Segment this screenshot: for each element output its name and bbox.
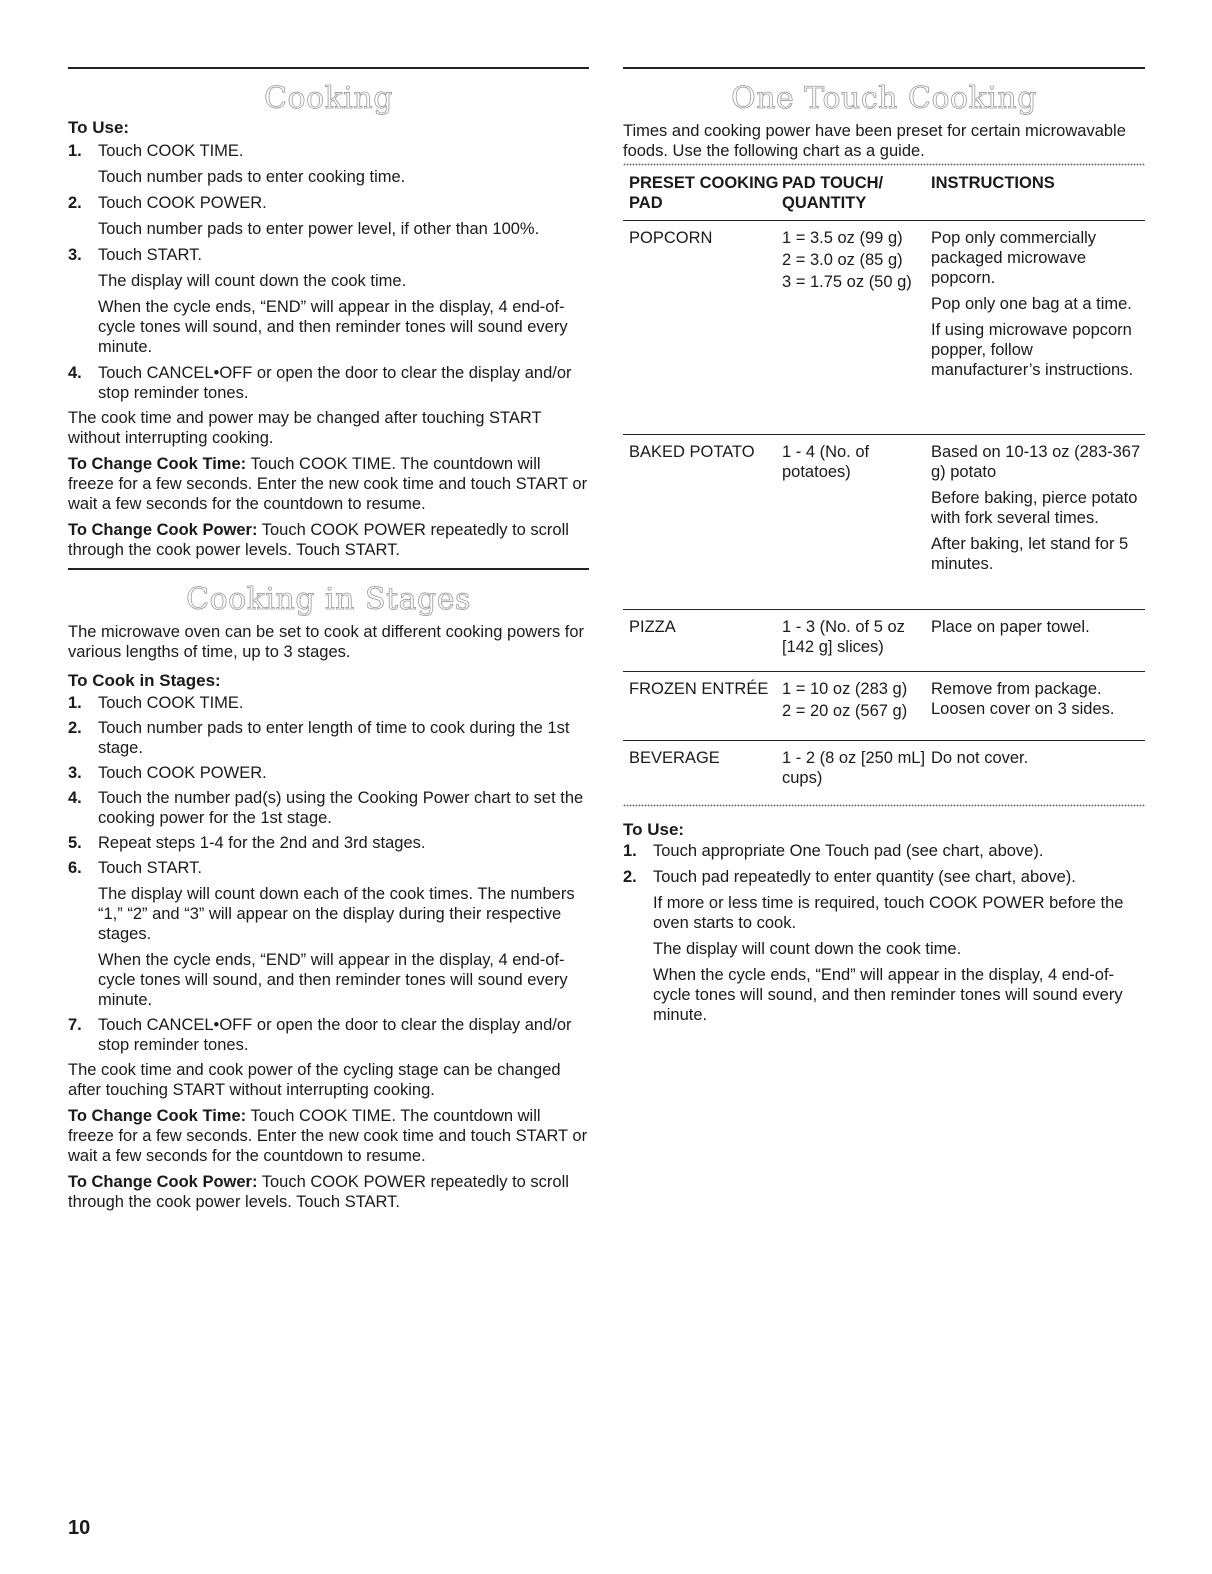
section-divider — [68, 67, 589, 69]
quantity-line: 1 - 3 (No. of 5 oz [142 g] slices) — [782, 618, 905, 656]
table-cell-instructions — [931, 228, 1145, 380]
cooking-to-use-label: To Use: — [68, 118, 130, 137]
step-detail: Touch number pads to enter cooking time. — [98, 168, 406, 186]
stages-note: The cook time and cook power of the cycling stage can be changed after touching START without interrupting cooking. — [68, 1061, 561, 1099]
table-cell-quantity — [782, 442, 932, 482]
one-touch-table — [623, 166, 1145, 804]
stages-change-time — [68, 1106, 589, 1166]
step-line — [68, 858, 589, 878]
table-bottom-border — [623, 804, 1145, 807]
step-line — [68, 141, 589, 161]
step-text: Touch START. — [98, 859, 202, 877]
change-power-label: To Change Cook Power: — [68, 1173, 258, 1191]
list-item — [68, 141, 589, 187]
step-detail: When the cycle ends, “END” will appear in the display, 4 end-of-cycle tones will sound, and then reminder tones will sound every minute. — [98, 298, 568, 356]
table-cell-pad: FROZEN ENTRÉE — [629, 680, 769, 698]
step-line — [68, 763, 589, 783]
quantity-line: 1 = 3.5 oz (99 g) — [782, 229, 903, 247]
cooking-change-time — [68, 454, 589, 514]
table-cell-quantity — [782, 679, 932, 721]
step-text: Touch START. — [98, 246, 202, 264]
instruction-text: After baking, let stand for 5 minutes. — [931, 535, 1129, 573]
cooking-change-power — [68, 520, 589, 560]
table-cell-quantity — [782, 617, 932, 657]
step-text: Touch the number pad(s) using the Cooking Power chart to set the cooking power for the 1st stage. — [98, 789, 584, 827]
instruction-text: Remove from package. Loosen cover on 3 sides. — [931, 680, 1115, 718]
step-number: 4. — [68, 364, 82, 382]
step-text: Touch CANCEL•OFF or open the door to clear the display and/or stop reminder tones. — [98, 1016, 572, 1054]
change-power-label: To Change Cook Power: — [68, 521, 258, 539]
step-number: 1. — [68, 694, 82, 712]
step-number: 3. — [68, 764, 82, 782]
step-detail: The display will count down each of the cook times. The numbers “1,” “2” and “3” will appear on the display during their respective stages. — [98, 885, 575, 943]
step-detail: The display will count down the cook time. — [98, 272, 407, 290]
change-power-text: Touch COOK POWER repeatedly to scroll through the cook power levels. Touch START. — [68, 521, 569, 559]
step-text: Touch pad repeatedly to enter quantity (see chart, above). — [653, 868, 1076, 886]
list-item — [68, 693, 589, 713]
list-item — [68, 1015, 589, 1055]
table-cell-instructions — [931, 748, 1145, 768]
list-item — [68, 245, 589, 357]
step-number: 6. — [68, 859, 82, 877]
step-line — [623, 867, 1145, 887]
cooking-note: The cook time and power may be changed after touching START without interrupting cooking. — [68, 409, 542, 447]
quantity-line: 1 - 4 (No. of potatoes) — [782, 443, 870, 481]
quantity-line: 2 = 3.0 oz (85 g) — [782, 251, 903, 269]
quantity-line: 2 = 20 oz (567 g) — [782, 702, 908, 720]
right-column — [623, 0, 1145, 1025]
step-text: Touch COOK TIME. — [98, 694, 244, 712]
list-item — [68, 833, 589, 853]
instruction-text: Before baking, pierce potato with fork several times. — [931, 489, 1138, 527]
header-instructions: INSTRUCTIONS — [931, 174, 1055, 192]
step-number: 1. — [623, 842, 637, 860]
stages-steps-list — [68, 693, 589, 1055]
quantity-line: 3 = 1.75 oz (50 g) — [782, 273, 912, 291]
quantity-line: 1 = 10 oz (283 g) — [782, 680, 908, 698]
stages-to-cook-label: To Cook in Stages: — [68, 671, 221, 690]
table-cell-quantity — [782, 228, 932, 292]
table-header-row — [623, 166, 1145, 220]
list-item — [68, 193, 589, 239]
step-line — [68, 788, 589, 828]
change-time-label: To Change Cook Time: — [68, 1107, 247, 1125]
instruction-text: Pop only commercially packaged microwave popcorn. — [931, 229, 1097, 287]
left-column — [68, 0, 589, 1212]
step-line — [68, 1015, 589, 1055]
step-line — [68, 833, 589, 853]
change-time-text: Touch COOK TIME. The countdown will freeze for a few seconds. Enter the new cook time and touch START or wait a few seconds for the countdown to resume. — [68, 1107, 588, 1165]
list-item — [623, 867, 1145, 1025]
page-number: 10 — [68, 1517, 91, 1539]
step-number: 7. — [68, 1016, 82, 1034]
step-text: Touch number pads to enter length of time to cook during the 1st stage. — [98, 719, 570, 757]
one-touch-steps-list — [623, 841, 1145, 1025]
step-line — [68, 193, 589, 213]
table-row — [623, 671, 1145, 740]
step-detail: The display will count down the cook time. — [653, 940, 962, 958]
step-detail: Touch number pads to enter power level, if other than 100%. — [98, 220, 540, 238]
step-detail: When the cycle ends, “End” will appear in the display, 4 end-of-cycle tones will sound, and then reminder tones will sound every minute. — [653, 966, 1123, 1024]
step-text: Touch CANCEL•OFF or open the door to clear the display and/or stop reminder tones. — [98, 364, 572, 402]
table-cell-instructions — [931, 617, 1145, 637]
stages-intro: The microwave oven can be set to cook at different cooking powers for various lengths of time, up to 3 stages. — [68, 623, 585, 661]
step-line — [68, 245, 589, 265]
step-text: Touch COOK POWER. — [98, 194, 267, 212]
table-cell-instructions — [931, 679, 1145, 719]
one-touch-heading: One Touch Cooking — [731, 81, 1037, 116]
section-divider — [68, 568, 589, 570]
cooking-heading: Cooking — [264, 81, 393, 116]
step-number: 4. — [68, 789, 82, 807]
list-item — [68, 363, 589, 403]
table-row — [623, 609, 1145, 671]
step-line — [623, 841, 1145, 861]
table-cell-pad: BEVERAGE — [629, 749, 720, 767]
instruction-text: Based on 10-13 oz (283-367 g) potato — [931, 443, 1141, 481]
list-item — [68, 718, 589, 758]
step-text: Touch appropriate One Touch pad (see chart, above). — [653, 842, 1044, 860]
step-number: 1. — [68, 142, 82, 160]
list-item — [68, 788, 589, 828]
change-time-text: Touch COOK TIME. The countdown will freeze for a few seconds. Enter the new cook time and touch START or wait a few seconds for the countdown to resume. — [68, 455, 588, 513]
table-cell-pad: PIZZA — [629, 618, 676, 636]
change-power-text: Touch COOK POWER repeatedly to scroll through the cook power levels. Touch START. — [68, 1173, 569, 1211]
table-cell-quantity — [782, 748, 932, 788]
list-item — [68, 858, 589, 1010]
table-cell-pad: POPCORN — [629, 229, 713, 247]
step-text: Touch COOK POWER. — [98, 764, 267, 782]
header-preset-cooking-pad: PRESET COOKING PAD — [629, 174, 779, 212]
step-number: 2. — [623, 868, 637, 886]
step-line — [68, 363, 589, 403]
instruction-text: Do not cover. — [931, 749, 1029, 767]
quantity-line: 1 - 2 (8 oz [250 mL] cups) — [782, 749, 926, 787]
cooking-steps-list — [68, 141, 589, 403]
step-detail: If more or less time is required, touch COOK POWER before the oven starts to cook. — [653, 894, 1124, 932]
instruction-text: Place on paper towel. — [931, 618, 1090, 636]
instruction-text: If using microwave popcorn popper, follow manufacturer’s instructions. — [931, 321, 1134, 379]
instruction-text: Pop only one bag at a time. — [931, 295, 1132, 313]
table-cell-instructions — [931, 442, 1145, 574]
header-pad-touch-quantity: PAD TOUCH/ QUANTITY — [782, 174, 884, 212]
list-item — [623, 841, 1145, 861]
table-row — [623, 220, 1145, 434]
stages-heading: Cooking in Stages — [186, 582, 471, 617]
step-line — [68, 693, 589, 713]
table-row — [623, 740, 1145, 804]
step-text: Repeat steps 1-4 for the 2nd and 3rd stages. — [98, 834, 426, 852]
table-body — [623, 220, 1145, 804]
table-row — [623, 434, 1145, 609]
list-item — [68, 763, 589, 783]
stages-change-power — [68, 1172, 589, 1212]
one-touch-intro: Times and cooking power have been preset for certain microwavable foods. Use the following chart as a guide. — [623, 122, 1126, 160]
step-number: 2. — [68, 719, 82, 737]
step-number: 2. — [68, 194, 82, 212]
table-cell-pad: BAKED POTATO — [629, 443, 755, 461]
section-divider — [623, 67, 1145, 69]
step-detail: When the cycle ends, “END” will appear in the display, 4 end-of-cycle tones will sound, and then reminder tones will sound every minute. — [98, 951, 568, 1009]
change-time-label: To Change Cook Time: — [68, 455, 247, 473]
one-touch-to-use-label: To Use: — [623, 820, 685, 839]
step-number: 5. — [68, 834, 82, 852]
step-line — [68, 718, 589, 758]
step-number: 3. — [68, 246, 82, 264]
step-text: Touch COOK TIME. — [98, 142, 244, 160]
